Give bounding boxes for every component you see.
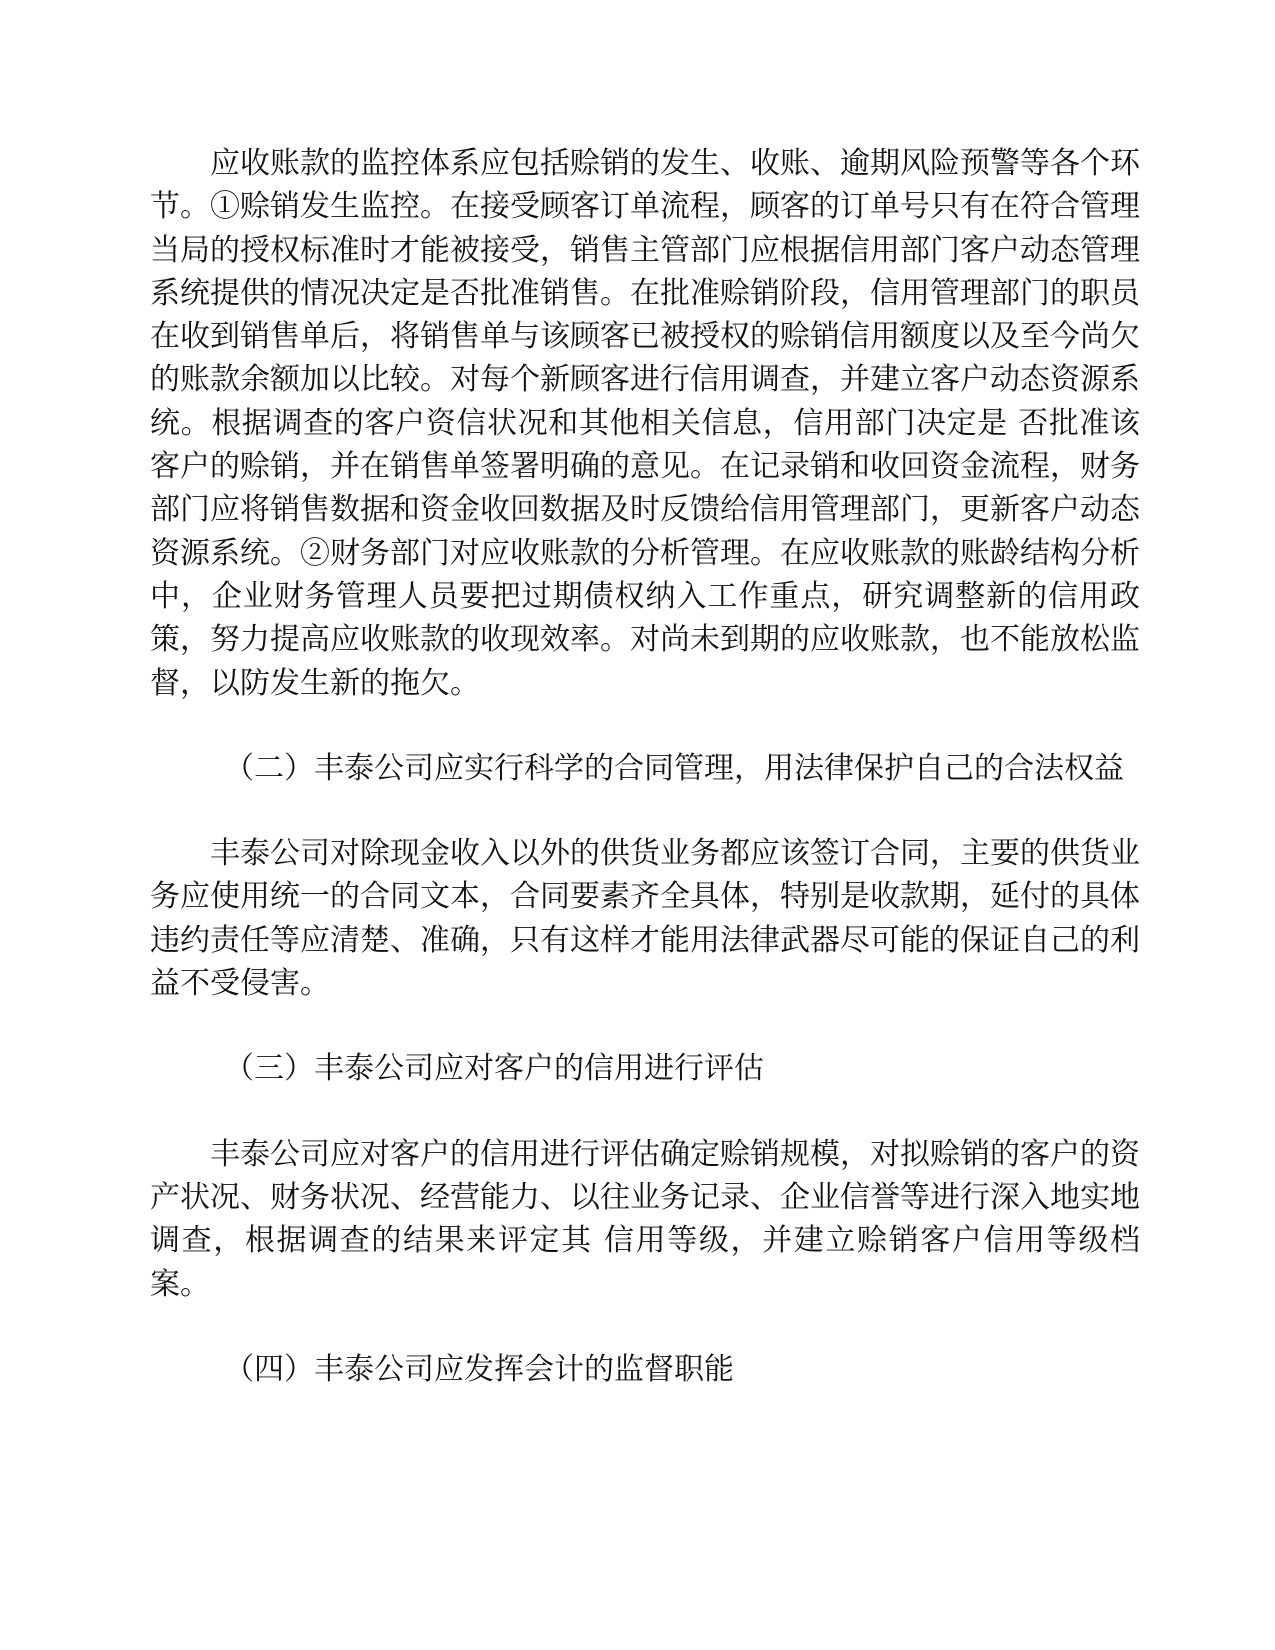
body-paragraph-contracts: 丰泰公司对除现金收入以外的供货业务都应该签订合同，主要的供货业务应使用统一的合同文本，合同要素齐全具体，特别是收款期，延付的具体违约责任等应清楚、准确，只有这样才能用法律武器尽可能的保证自己的利益不受侵害。 [150, 836, 1140, 1002]
document-page [150, 142, 1140, 1391]
section-heading-contract-management: （二）丰泰公司应实行科学的合同管理，用法律保护自己的合法权益 [224, 750, 1124, 786]
body-paragraph-receivables-monitoring: 应收账款的监控体系应包括赊销的发生、收账、逾期风险预警等各个环节。①赊销发生监控。在接受顾客订单流程，顾客的订单号只有在符合管理当局的授权标准时才能被接受，销售主管部门应根据信用部门客户动态管理系统提供的情况决定是否批准销售。在批准赊销阶段，信用管理部门的职员在收到销售单后，将销售单与该顾客已被授权的赊销信用额度以及至今尚欠的账款余额加以比较。对每个新顾客进行信用调查，并建立客户动态资源系统。根据调查的客户资信状况和其他相关信息，信用部门决定是 否批准该客户的赊销，并在销售单签署明确的意见。在记录销和收回资金流程，财务部门应将销售数据和资金收回数据及时反馈给信用管理部门，更新客户动态资源系统。②财务部门对应收账款的分析管理。在应收账款的账龄结构分析中，企业财务管理人员要把过期债权纳入工作重点，研究调整新的信用政策，努力提高应收账款的收现效率。对尚未到期的应收账款，也不能放松监督，以防发生新的拖欠。 [150, 146, 1140, 701]
body-paragraph-credit-evaluation: 丰泰公司应对客户的信用进行评估确定赊销规模，对拟赊销的客户的资产状况、财务状况、经营能力、以往业务记录、企业信誉等进行深入地实地调查，根据调查的结果来评定其 信用等级，并建立赊销客户信用等级档案。 [150, 1136, 1140, 1302]
section-heading-accounting-supervision: （四）丰泰公司应发挥会计的监督职能 [224, 1351, 734, 1387]
section-heading-credit-evaluation: （三）丰泰公司应对客户的信用进行评估 [224, 1051, 764, 1087]
